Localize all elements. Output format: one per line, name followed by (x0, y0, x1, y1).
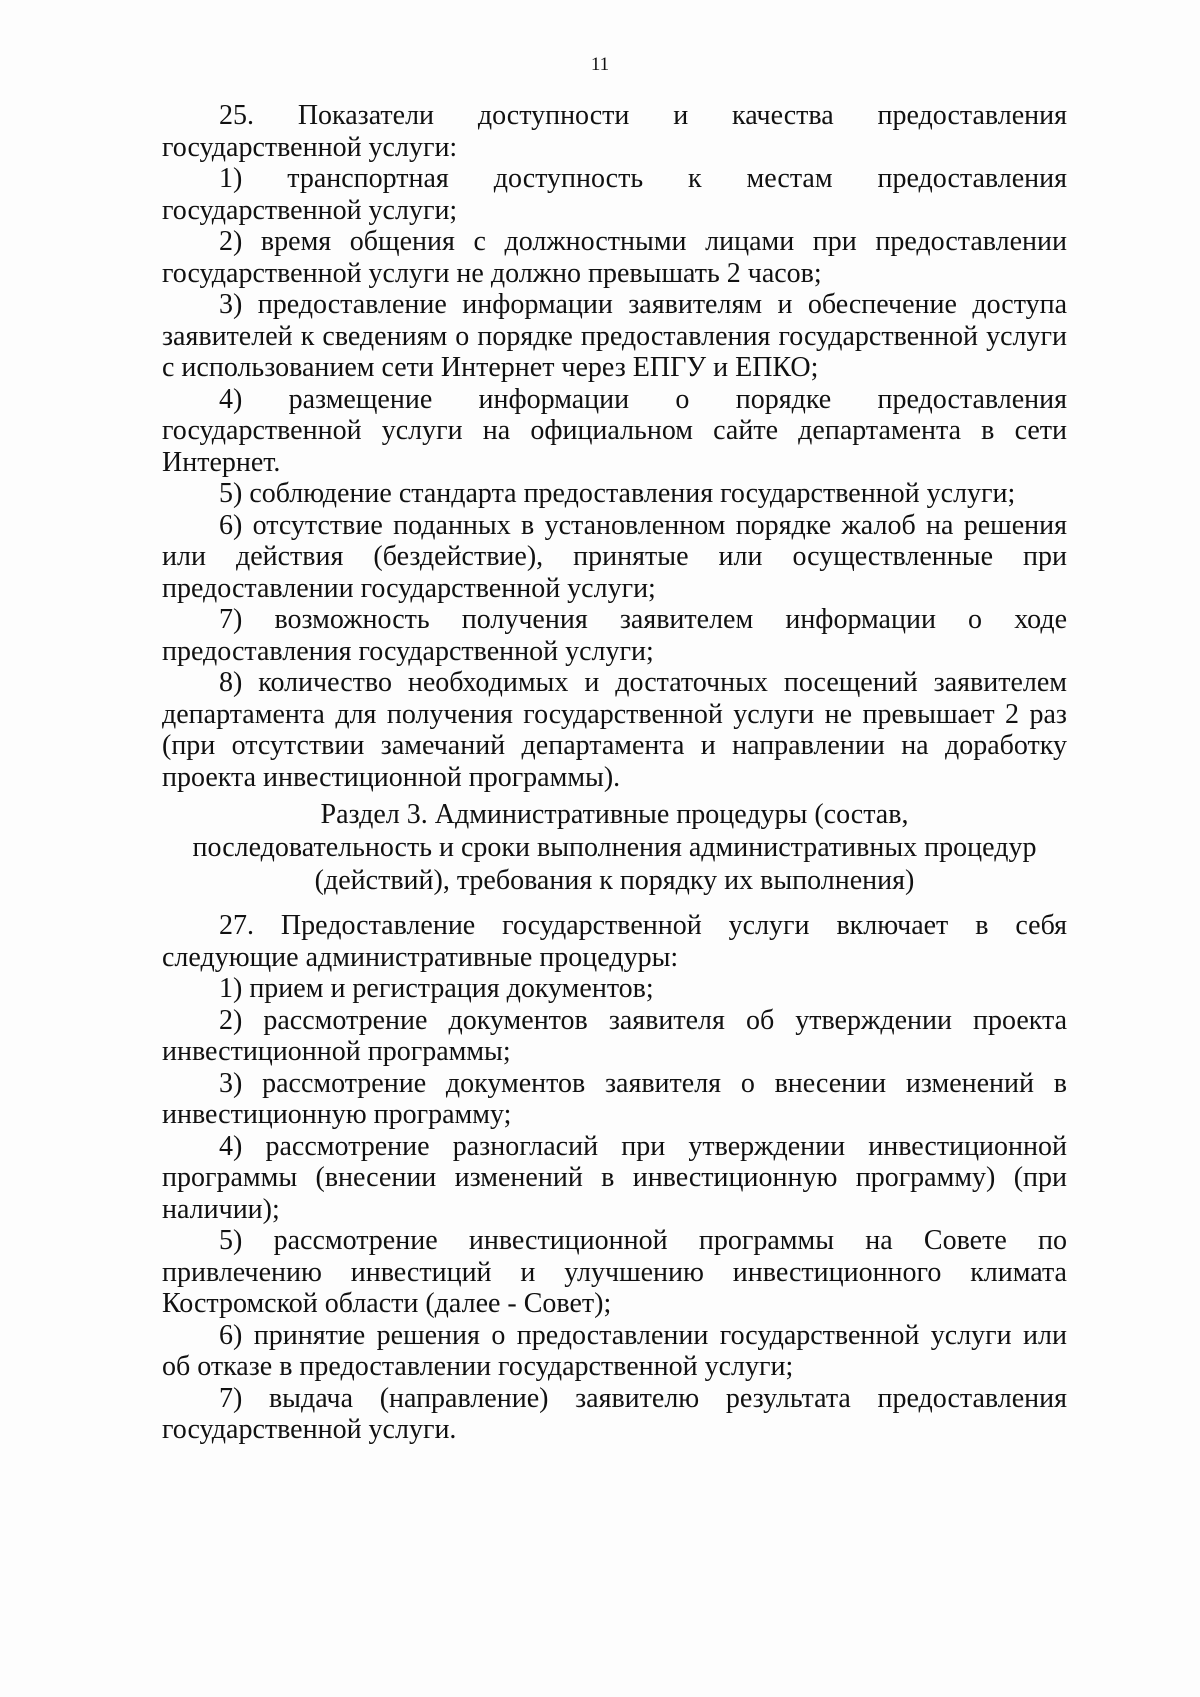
procedure-item-4: 4) рассмотрение разногласий при утверждении инвестиционной программы (внесении изменений в инвестиционную программу) (при наличии); (162, 1130, 1067, 1225)
paragraph-27: 27. Предоставление государственной услуги включает в себя следующие административные процедуры: (162, 910, 1067, 973)
list-item-1: 1) транспортная доступность к местам предоставления государственной услуги; (162, 163, 1067, 226)
list-item-4: 4) размещение информации о порядке предоставления государственной услуги на официальном сайте департамента в сети Интернет. (162, 383, 1067, 478)
procedures-section (162, 910, 1067, 1446)
procedure-item-1: 1) прием и регистрация документов; (219, 973, 654, 1004)
heading-line-1: Раздел 3. Административные процедуры (состав, (320, 799, 909, 830)
indicators-section (162, 100, 1067, 793)
section-3-heading (162, 798, 1067, 897)
paragraph-25: 25. Показатели доступности и качества предоставления государственной услуги: (162, 100, 1067, 163)
procedure-item-2: 2) рассмотрение документов заявителя об утверждении проекта инвестиционной программы; (162, 1004, 1067, 1067)
procedure-item-7: 7) выдача (направление) заявителю результата предоставления государственной услуги. (162, 1382, 1067, 1445)
list-item-5: 5) соблюдение стандарта предоставления государственной услуги; (219, 478, 1016, 509)
page-number: 11 (590, 54, 610, 75)
list-item-7: 7) возможность получения заявителем информации о ходе предоставления государственной услуги; (162, 604, 1067, 667)
list-item-2: 2) время общения с должностными лицами при предоставлении государственной услуги не должно превышать 2 часов; (162, 226, 1067, 289)
procedure-item-5: 5) рассмотрение инвестиционной программы на Совете по привлечению инвестиций и улучшению инвестиционного климата Костромской области (далее - Совет); (162, 1225, 1067, 1319)
procedure-item-3: 3) рассмотрение документов заявителя о внесении изменений в инвестиционную программу; (162, 1067, 1067, 1130)
procedure-item-6: 6) принятие решения о предоставлении государственной услуги или об отказе в предоставлении государственной услуги; (162, 1319, 1067, 1382)
heading-line-2: последовательность и сроки выполнения административных процедур (192, 832, 1037, 863)
list-item-6: 6) отсутствие поданных в установленном порядке жалоб на решения или действия (бездействие), принятые или осуществленные при предоставлении государственной услуги; (162, 509, 1067, 604)
list-item-3: 3) предоставление информации заявителям и обеспечение доступа заявителей к сведениям о порядке предоставления государственной услуги с использованием сети Интернет через ЕПГУ и ЕПКО; (162, 289, 1067, 383)
heading-line-3: (действий), требования к порядку их выполнения) (314, 865, 915, 896)
list-item-8: 8) количество необходимых и достаточных посещений заявителем департамента для получения государственной услуги не превышает 2 раз (при отсутствии замечаний департамента и направлении на доработку проекта инвестиционной программы). (162, 667, 1067, 793)
